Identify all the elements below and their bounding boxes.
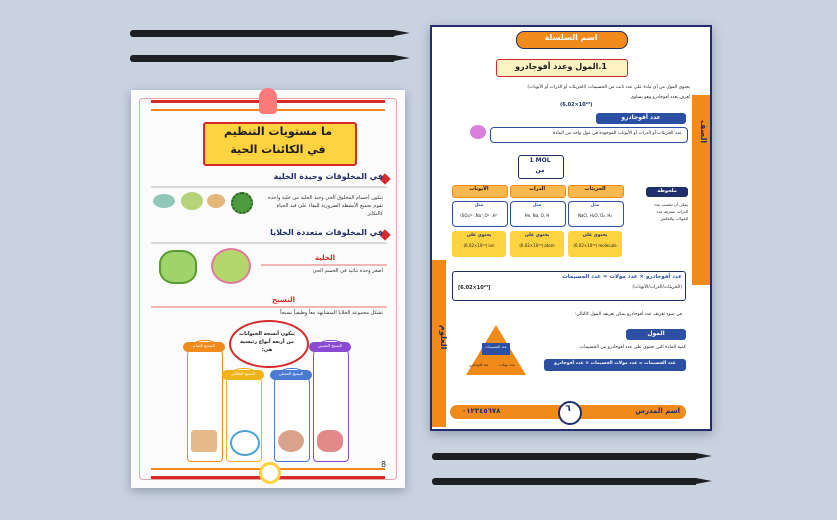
- example-label: مثل: [532, 203, 542, 208]
- right-page: [430, 25, 712, 431]
- contains-value: (6.02×10²³) atom: [519, 243, 555, 248]
- page-title-line2: في الكائنات الحية: [230, 143, 326, 156]
- example-label: مثل: [590, 203, 600, 208]
- pencil: [130, 30, 394, 37]
- avogadro-value: (6.02×10²³): [560, 102, 593, 108]
- body-icon: [259, 88, 277, 114]
- tissue-center-text: تتكون أنسجة الحيوانات من أربعة أنواع رئيسية هي:: [239, 331, 295, 353]
- triangle-top-label: عدد الجسيمات: [485, 345, 507, 349]
- equation-value: [6.02×10²³]: [458, 285, 491, 291]
- page-number: ٦: [565, 404, 571, 414]
- note-heading: ملحوظة: [657, 188, 677, 194]
- equation-text: عدد أفوجادرو × عدد مولات = عدد الجسيمات: [562, 274, 682, 280]
- contains-label: يحتوي على: [582, 233, 608, 238]
- euglena-image: [207, 194, 225, 208]
- example-value: (SO₄)²⁻,Na⁺,O²⁻,H⁺: [460, 213, 498, 218]
- tissue-text: تشكل مجموعة الخلايا المتشابهة معاً وظيفياً نسيجاً: [280, 310, 383, 316]
- pencil: [130, 55, 394, 62]
- side-tab-label: العلوم: [439, 325, 448, 350]
- page-number: 8: [381, 460, 387, 469]
- example-label: مثل: [474, 203, 484, 208]
- tissue-type-label: النسيج العضلي: [278, 371, 304, 376]
- cell-underline: [261, 264, 387, 266]
- teacher-name: اسم المدرس: [635, 407, 680, 415]
- bottom-circle-icon: [259, 462, 281, 484]
- left-page: [131, 90, 405, 488]
- equation-units: (الجزيئات/الذرات/الأيونات): [632, 285, 682, 290]
- grade-tab-label: الصف: [699, 120, 708, 144]
- paramecium-image: [181, 192, 203, 210]
- mol-box-line1: 1 MOL: [529, 157, 551, 164]
- topic-title: 1.المول وعدد أفوجادرو: [515, 62, 607, 71]
- section-heading-multicellular: في المخلوقات متعددة الخلايا: [270, 228, 383, 237]
- molecule-icon: [470, 125, 486, 139]
- section-divider: [151, 186, 387, 188]
- tissue-type-label: النسيج العصبي: [317, 343, 343, 348]
- tissue-type-label: النسيج الطلائي: [230, 371, 256, 376]
- tissue-type-label: النسيج الضام: [193, 343, 215, 348]
- bullet-text: يحتوي المول من أي مادة على عدد ثابت من الجسيمات (الجزيئات أو الذرات أو الأيونات): [527, 85, 690, 90]
- example-value: NaCl, H₂O, O₂, H₂: [577, 213, 613, 218]
- category-label: الأيونات: [469, 186, 489, 192]
- animal-cell-image: [211, 248, 251, 284]
- formula-text: عدد الجسيمات = عدد مولات الجسيمات × عدد أفوجادرو: [554, 361, 676, 366]
- series-name: اسم السلسلة: [544, 33, 598, 42]
- tissue-image: [230, 430, 260, 456]
- avogadro-definition: عدد الجزيئات أو الذرات أو الأيونات الموجودة في مول واحد من المادة: [552, 131, 682, 136]
- plant-cell-image: [159, 250, 197, 284]
- tissue-image: [191, 430, 217, 452]
- contains-label: يحتوي على: [524, 233, 550, 238]
- tissue-underline: [151, 306, 387, 308]
- contains-value: (6.02×10²³) ion: [463, 243, 495, 248]
- category-label: الجزيئات: [584, 186, 606, 192]
- pencil: [432, 453, 696, 460]
- tissue-image: [317, 430, 343, 452]
- example-value: He, Na, O, H: [524, 213, 550, 218]
- mol-box-line2: من: [535, 167, 545, 174]
- diatom-image: [231, 192, 253, 214]
- contains-value: (6.02×10²³) molecule: [573, 243, 617, 248]
- section-heading-unicellular: في المخلوقات وحيدة الخلية: [273, 172, 383, 181]
- cell-text: أصغر وحدة بنائية في الجسم الحي: [312, 268, 383, 274]
- note-text: يمكن أن تحسب عدد الذرات بمعرفة عدد المولات والعكس: [653, 202, 688, 221]
- category-label: الذرات: [528, 186, 546, 192]
- triangle-right-label: عدد مولات: [499, 363, 515, 367]
- mol-definition: كمية المادة التي تحتوي على عدد أفوجادرو من الجسيمات.: [578, 345, 686, 350]
- mol-prompt: في ضوء تعريف عدد أفوجادرو يمكن تعريف المول كالتالي:: [574, 312, 682, 317]
- tissue-heading: النسيج: [272, 296, 295, 304]
- contains-label: يحتوي على: [466, 233, 492, 238]
- bullet-text: يُعرف بعدد أفوجادرو وهو يساوي: [630, 95, 690, 100]
- mol-heading: المول: [647, 330, 665, 337]
- tissue-image: [278, 430, 304, 452]
- avogadro-heading: عدد أفوجادرو: [621, 114, 661, 121]
- pencil: [432, 478, 696, 485]
- unicellular-text: تتكون أجسام المخلوق الحي وحيد الخلية من خلية واحدة تقوم بجميع الأنشطة الضرورية للبقاء على قيد الحياة كالتكاثر: [268, 195, 383, 217]
- cell-heading: الخلية: [314, 254, 335, 262]
- page-title-line1: ما مستويات التنظيم: [223, 125, 333, 138]
- phone-number: ٠١٢٣٤٥٦٧٨: [462, 407, 501, 415]
- triangle-left-label: عدد أفوجادرو: [469, 363, 489, 367]
- amoeba-image: [153, 194, 175, 208]
- section-divider: [151, 242, 387, 244]
